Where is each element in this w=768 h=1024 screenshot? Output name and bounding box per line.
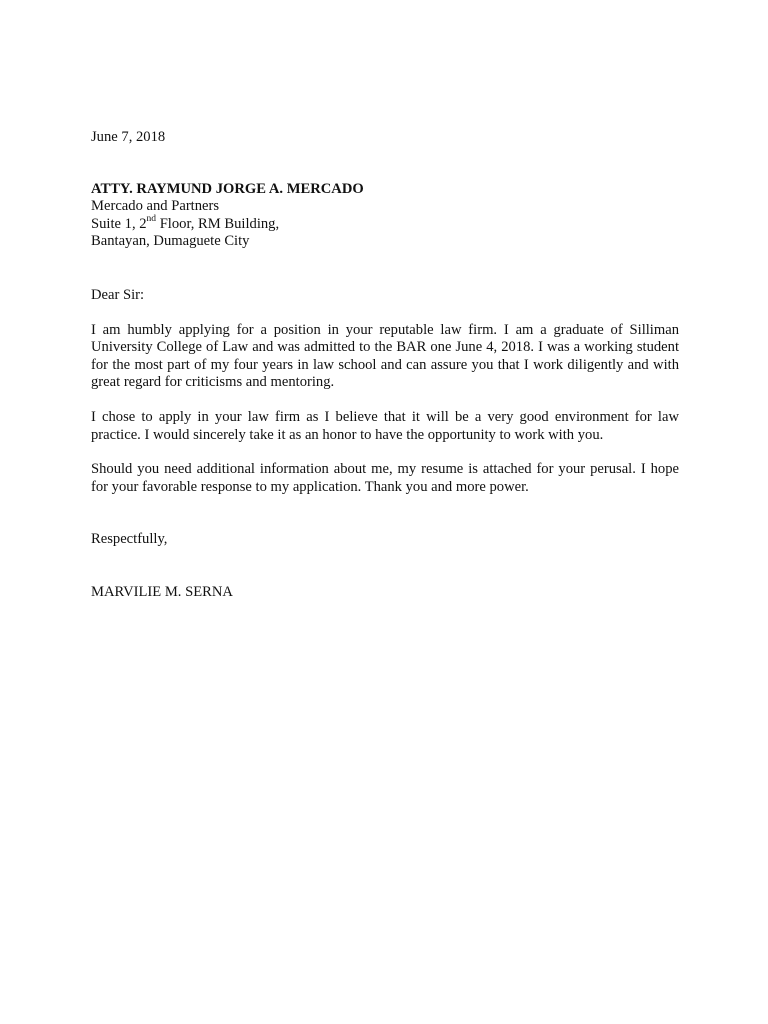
salutation: Dear Sir: — [91, 286, 145, 303]
closing: Respectfully, — [91, 531, 168, 548]
body-paragraph-1: I am humbly applying for a position in your reputable law firm. I am a graduate of Silliman University College of Law and was admitted to the BAR one June 4, 2018. I was a working student for the most part of my four years in law school and can assure you that I work diligently and with great regard for criticisms and mentoring. — [91, 321, 679, 391]
recipient-block — [91, 181, 679, 251]
body-paragraph-3: Should you need additional information about me, my resume is attached for your perusal. I hope for your favorable response to my application. Thank you and more power. — [91, 461, 679, 495]
recipient-suite — [91, 213, 679, 234]
cover-letter — [91, 129, 679, 602]
body-paragraph-2: I chose to apply in your law firm as I believe that it will be a very good environment for law practice. I would sincerely take it as an honor to have the opportunity to work with you. — [91, 408, 679, 443]
recipient-firm: Mercado and Partners — [91, 198, 220, 215]
ordinal-superscript: nd — [146, 213, 157, 224]
suite-text: Suite 1, 2 — [91, 215, 147, 232]
suite-text-rest: Floor, RM Building, — [156, 215, 280, 232]
letter-date: June 7, 2018 — [91, 129, 166, 145]
recipient-name: ATTY. RAYMUND JORGE A. MERCADO — [91, 180, 364, 197]
signature-name: MARVILIE M. SERNA — [91, 583, 233, 600]
recipient-city: Bantayan, Dumaguete City — [91, 233, 250, 250]
